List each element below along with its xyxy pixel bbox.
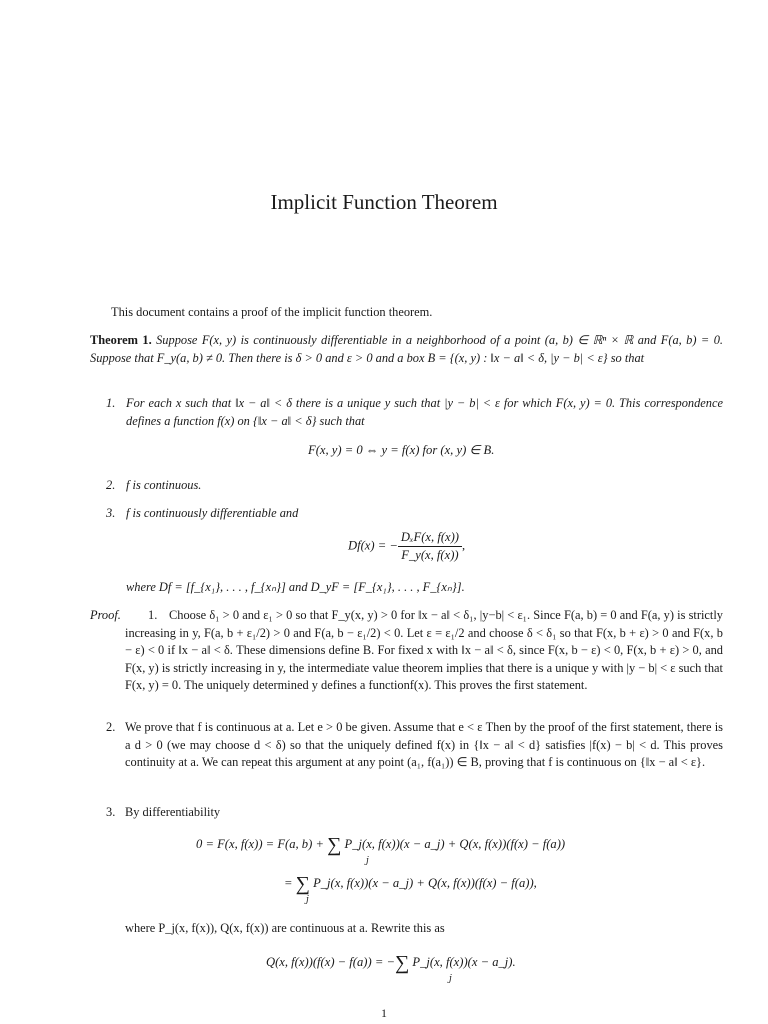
- theorem-item-number: 1.: [106, 396, 116, 410]
- proof-item-1: Choose δ₁ > 0 and ε₁ > 0 so that F_y(x, y) > 0 for ‖x − a‖ < δ₁, |y−b| < ε₁. Since F(a, b) = 0 and F(a, y) is strictly increasing in y, F(a, b + ε₁/2) > 0 and F(a, b − ε₁/2) < 0. Let ε = ε₁/2 and choose δ < δ₁ so that F(x, b + ε) > 0 and F(x, b − ε) < 0 if ‖x − a‖ < δ. These dimensions define B. For fixed x with ‖x − a‖ < δ, since F(x, b − ε) < 0, F(x, b + ε) > 0, and F(x, y) is strictly increasing in y, the intermediate value theorem implies that there is a unique y with |y − b| < ε such that F(x, y) = 0. The uniquely determined y defines a functionf(x). This proves the first statement.: [125, 608, 723, 692]
- equation-segment: Q(x, f(x))(f(x) − f(a)) = −: [266, 955, 395, 969]
- equation-differentiability-line-2: [284, 873, 537, 896]
- equation-segment: =: [284, 876, 296, 890]
- theorem-item-1: For each x such that ‖x − a‖ < δ there is a unique y such that |y − b| < ε for which F(x, y) = 0. This correspondence defines a function f(x) on {‖x − a‖ < δ} such that: [126, 396, 723, 428]
- theorem-item-3: f is continuously differentiable and: [126, 506, 299, 520]
- equation-segment: P_j(x, f(x))(x − a_j).: [409, 955, 516, 969]
- equation-rewrite: [266, 952, 516, 975]
- page-number: 1: [381, 1006, 387, 1020]
- theorem-item-number: 2.: [106, 478, 116, 492]
- proof-item-number: 1.: [148, 608, 158, 622]
- equation-segment: 0 = F(x, f(x)) = F(a, b) +: [196, 837, 328, 851]
- intro-paragraph: This document contains a proof of the implicit function theorem.: [111, 305, 433, 319]
- summation-symbol: ∑: [327, 834, 342, 856]
- theorem-item-2: f is continuous.: [126, 478, 202, 492]
- proof-where-clause: where P_j(x, f(x)), Q(x, f(x)) are continuous at a. Rewrite this as: [125, 921, 445, 935]
- theorem-statement: [90, 332, 723, 367]
- equation-derivative-tail: ,: [462, 538, 466, 553]
- proof-item-2: We prove that f is continuous at a. Let e > 0 be given. Assume that e < ε Then by the proof of the first statement, there is a d > 0 (we may choose d < δ) so that the uniquely defined f(x) in {‖x − a‖ < d} satisfies |f(x) − b| < d. This proves continuity at a. We can repeat this argument at any point (a₁, f(a₁)) ∈ B, proving that f is continuous on {‖x − a‖ < ε}.: [125, 720, 723, 769]
- theorem-where-clause: where Df = [f_{x₁}, . . . , f_{xₙ}] and D_yF = [F_{x₁}, . . . , F_{xₙ}].: [126, 580, 465, 594]
- proof-label: Proof.: [90, 608, 121, 622]
- fraction-numerator: DₓF(x, f(x)): [398, 530, 462, 547]
- proof-item-3: By differentiability: [125, 805, 221, 819]
- theorem-text: Suppose F(x, y) is continuously differentiable in a neighborhood of a point (a, b) ∈ ℝⁿ × ℝ and F(a, b) = 0. Suppose that F_y(a, b) ≠ 0. Then there is δ > 0 and ε > 0 and a box B = {(x, y) : ‖x − a‖ < δ, |y − b| < ε} so that: [90, 333, 723, 365]
- proof-item-number: 3.: [106, 805, 116, 819]
- theorem-label: Theorem 1.: [90, 333, 152, 347]
- document-title: Implicit Function Theorem: [270, 190, 498, 214]
- equation-segment: P_j(x, f(x))(x − a_j) + Q(x, f(x))(f(x) − f(a)),: [309, 876, 537, 890]
- summation-symbol: ∑: [394, 952, 410, 974]
- summation-index: j: [366, 856, 369, 866]
- fraction-denominator: F_y(x, f(x)): [401, 548, 459, 562]
- proof-item-number: 2.: [106, 720, 116, 734]
- summation-symbol: ∑: [295, 873, 310, 895]
- summation-index: j: [306, 895, 309, 905]
- equation-differentiability-line-1: [196, 834, 565, 857]
- theorem-item-number: 3.: [106, 506, 116, 520]
- equation-derivative: [348, 530, 465, 563]
- equation-equivalence: F(x, y) = 0 ⇔ y = f(x) for (x, y) ∈ B.: [308, 443, 495, 457]
- summation-index: j: [449, 974, 452, 984]
- equation-derivative-lhs: Df(x) = −: [348, 538, 398, 553]
- equation-segment: P_j(x, f(x))(x − a_j) + Q(x, f(x))(f(x) − f(a)): [341, 837, 566, 851]
- equation-derivative-fraction: [398, 530, 462, 563]
